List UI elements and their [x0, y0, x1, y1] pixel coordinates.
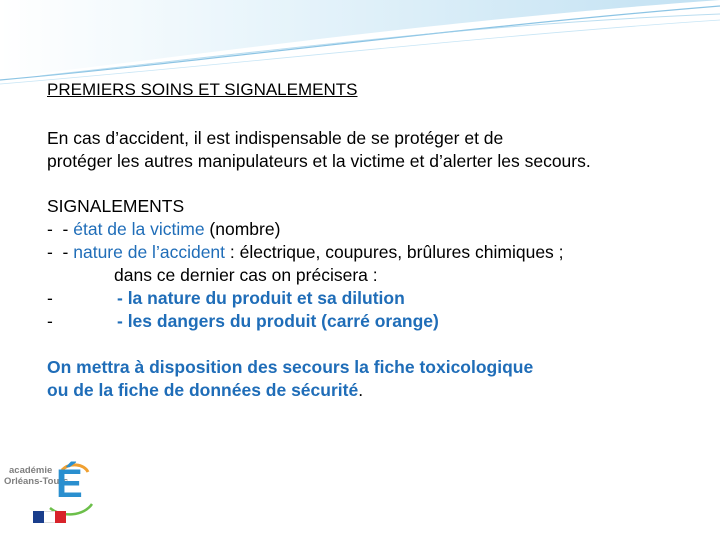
item-highlight: nature de l’accident [73, 242, 226, 262]
intro-line-2: protéger les autres manipulateurs et la victime et d’alerter les secours. [47, 151, 591, 171]
closing-line-1: On mettra à disposition des secours la fiche toxicologique [47, 357, 534, 377]
closing-line-2 [47, 379, 707, 402]
item-rest: (nombre) [204, 219, 281, 239]
flag-stripe-red [55, 511, 66, 523]
academie-logo [4, 460, 96, 532]
slide-content [47, 78, 707, 402]
closing-period: . [358, 380, 364, 400]
logo-letter: É [56, 462, 83, 506]
item-rest: : électrique, coupures, brûlures chimiques ; [225, 242, 564, 262]
sub-item-text: - la nature du produit et sa dilution [117, 288, 405, 308]
item-prefix: - - [47, 242, 74, 262]
signalements-heading: SIGNALEMENTS [47, 196, 185, 216]
intro-paragraph [47, 127, 707, 173]
signalement-item-continuation: dans ce dernier cas on précisera : [114, 265, 378, 285]
french-flag-icon [33, 511, 66, 523]
sub-item-dash: - [47, 288, 53, 308]
sub-item-dangers [47, 310, 707, 333]
item-highlight: état de la victime [73, 219, 205, 239]
sub-item-product [47, 287, 707, 310]
logo-line-2: Orléans-Tours [4, 476, 69, 487]
flag-stripe-blue [33, 511, 44, 523]
intro-line-1: En cas d’accident, il est indispensable de se protéger et de [47, 128, 504, 148]
signalements-section [47, 195, 707, 333]
closing-line-2-text: ou de la fiche de données de sécurité [47, 380, 359, 400]
sub-item-dash: - [47, 311, 53, 331]
closing-paragraph [47, 356, 707, 402]
logo-line-1: académie [9, 465, 53, 476]
item-prefix: - - [47, 219, 74, 239]
page-title: PREMIERS SOINS ET SIGNALEMENTS [47, 80, 358, 99]
flag-stripe-white [44, 511, 55, 523]
signalement-item-victim [47, 218, 707, 241]
top-swoosh-decoration [0, 0, 720, 90]
signalement-item-accident [47, 241, 707, 264]
sub-item-text: - les dangers du produit (carré orange) [117, 311, 439, 331]
